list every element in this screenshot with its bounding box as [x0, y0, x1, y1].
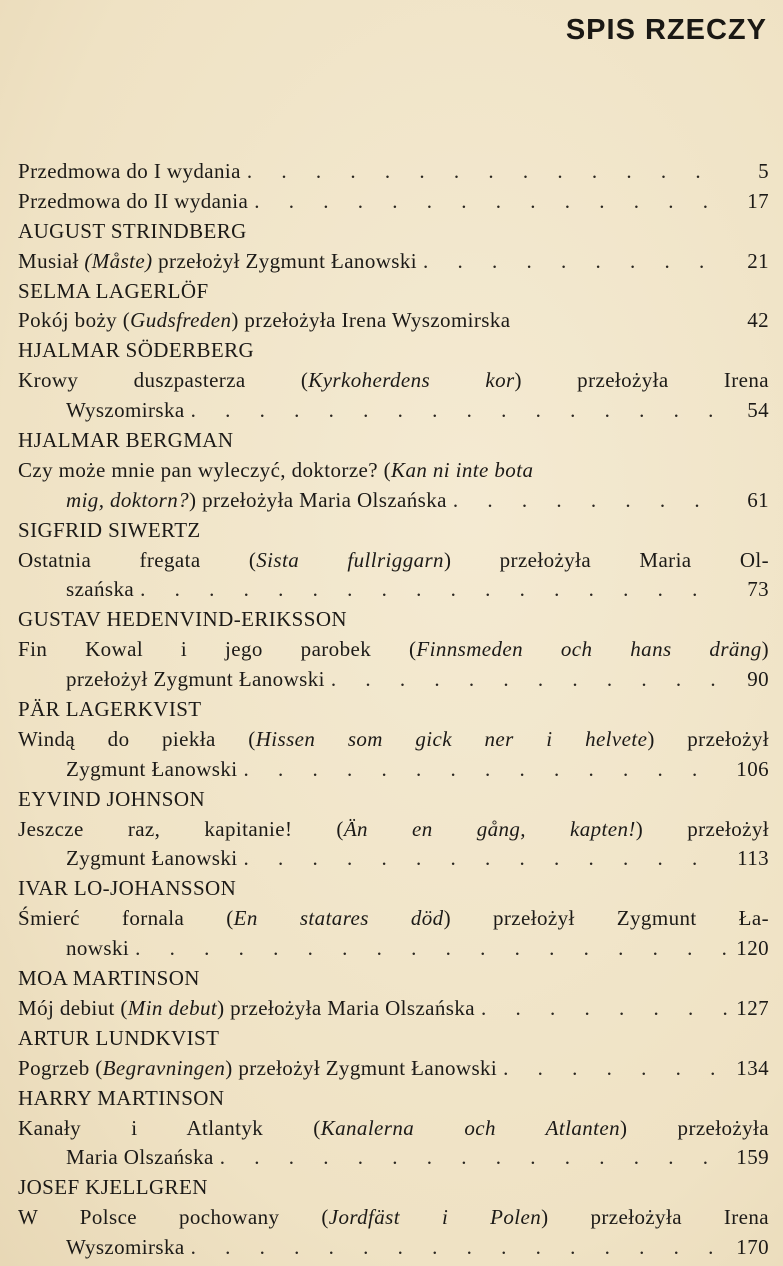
translator: ) przełożyła Irena Wyszomirska [231, 308, 511, 333]
leader-dots [447, 486, 727, 516]
page-number: 127 [736, 995, 769, 1020]
entry-title: Krowy duszpasterza ( [18, 368, 309, 393]
author-heading: SELMA LAGERLÖF [18, 278, 209, 303]
leader-dots [129, 934, 727, 964]
author-heading: HARRY MARTINSON [18, 1085, 225, 1110]
paren: ) [761, 637, 769, 662]
entry-title: Musiał [18, 248, 85, 273]
author-heading: HJALMAR SÖDERBERG [18, 338, 255, 363]
page-number: 17 [747, 188, 769, 213]
author-heading: PÄR LAGERKVIST [18, 697, 202, 722]
toc-entry-line-2 [18, 1233, 769, 1263]
toc-entry-line-1 [18, 546, 769, 576]
leader-dots [497, 1054, 727, 1084]
toc-entry-line-2 [18, 1143, 769, 1173]
page-number: 54 [747, 398, 769, 423]
page-number: 42 [747, 308, 769, 333]
page-number: 61 [747, 487, 769, 512]
translator-name: Maria Olszańska [66, 1145, 214, 1170]
author-heading: JOSEF KJELLGREN [18, 1175, 208, 1200]
leader-dots [185, 396, 727, 426]
toc-entry-line-1 [18, 1114, 769, 1144]
original-title: Gudsfreden [130, 308, 232, 333]
author-heading: GUSTAV HEDENVIND-ERIKSSON [18, 607, 347, 632]
translator: ) przełożyła Maria Olszańska [189, 487, 447, 512]
toc-entry-line-1 [18, 904, 769, 934]
page-number: 106 [736, 756, 769, 781]
translator: ) przełożył [647, 726, 769, 751]
toc-entry [18, 247, 769, 277]
original-title: Kyrkoherdens kor [308, 368, 515, 393]
toc-entry-line-1 [18, 815, 769, 845]
page-number: 134 [736, 1055, 769, 1080]
page-number: 113 [737, 846, 769, 871]
original-title: En statares död [233, 906, 444, 931]
translator: przełożył Zygmunt Łanowski [66, 667, 325, 692]
author-heading: MOA MARTINSON [18, 966, 200, 991]
entry-title: Pokój boży ( [18, 308, 131, 333]
page-number: 159 [736, 1145, 769, 1170]
original-title: mig, doktorn? [66, 487, 190, 512]
toc-entry [18, 994, 769, 1024]
toc-entry-line-2 [18, 665, 769, 695]
leader-dots [248, 187, 727, 217]
entry-title: Jeszcze raz, kapitanie! ( [18, 816, 344, 841]
translator: ) przełożyła Maria Olszańska [217, 995, 475, 1020]
toc-entry-line-2 [18, 396, 769, 426]
toc-entry-line-2 [18, 755, 769, 785]
author-heading: SIGFRID SIWERTZ [18, 517, 201, 542]
translator-name: Zygmunt Łanowski [66, 756, 238, 781]
entry-title: Czy może mnie pan wyleczyć, doktorze? ( [18, 457, 392, 482]
translator: ) przełożyła Irena [541, 1205, 769, 1230]
leader-dots [237, 844, 727, 874]
author-heading: IVAR LO-JOHANSSON [18, 876, 237, 901]
page-number: 170 [736, 1235, 769, 1260]
toc-entry [18, 1054, 769, 1084]
entry-title: Pogrzeb ( [18, 1055, 103, 1080]
leader-dots [475, 994, 727, 1024]
original-title: Kan ni inte bota [391, 457, 534, 482]
toc-entry-text: Przedmowa do I wydania [18, 159, 241, 183]
page-number: 120 [736, 936, 769, 961]
entry-title: Windą do piekła ( [18, 726, 256, 751]
toc-entry-line-1 [18, 725, 769, 755]
leader-dots [185, 1233, 727, 1263]
translator-name: Zygmunt Łanowski [66, 846, 238, 871]
toc-entry-line-2 [18, 934, 769, 964]
leader-dots [325, 665, 727, 695]
original-title: (Måste) [84, 248, 153, 273]
entry-title: W Polsce pochowany ( [18, 1205, 329, 1230]
original-title: Jordfäst i Polen [328, 1205, 542, 1230]
toc-entry-preface-2 [18, 187, 769, 217]
toc-entry-line-2 [18, 486, 769, 516]
toc-entry-line-2 [18, 844, 769, 874]
original-title: Hissen som gick ner i helvete [255, 726, 648, 751]
original-title: Än en gång, kapten! [343, 816, 636, 841]
translator: ) przełożył Zygmunt Łanowski [225, 1055, 498, 1080]
entry-title: Mój debiut ( [18, 995, 128, 1020]
leader-dots [237, 755, 727, 785]
entry-title: Fin Kowal i jego parobek ( [18, 637, 417, 662]
original-title: Finnsmeden och hans dräng [416, 637, 762, 662]
translator-name: Wyszomirska [66, 1235, 185, 1260]
leader-dots [134, 575, 727, 605]
entry-title: Śmierć fornala ( [18, 906, 234, 931]
page-number: 90 [747, 667, 769, 692]
leader-dots [241, 157, 727, 187]
author-heading: HJALMAR BERGMAN [18, 428, 234, 453]
toc-entry-line-1 [18, 456, 769, 486]
leader-dots [214, 1143, 727, 1173]
entry-title: Kanały i Atlantyk ( [18, 1115, 321, 1140]
original-title: Min debut [127, 995, 218, 1020]
translator-name: szańska [66, 577, 135, 602]
translator: przełożył Zygmunt Łanowski [152, 248, 417, 273]
author-heading: ARTUR LUNDKVIST [18, 1025, 220, 1050]
translator: ) przełożył Zygmunt Ła- [443, 906, 769, 931]
entry-title: Ostatnia fregata ( [18, 547, 257, 572]
toc-entry [18, 306, 769, 336]
original-title: Kanalerna och Atlanten [320, 1115, 620, 1140]
author-heading: AUGUST STRINDBERG [18, 218, 247, 243]
page-number: 5 [758, 159, 769, 183]
toc-entry-line-2 [18, 575, 769, 605]
translator-name: nowski [66, 936, 130, 961]
translator: ) przełożył [635, 816, 769, 841]
original-title: Begravningen [102, 1055, 226, 1080]
leader-dots [417, 247, 727, 277]
page-title: SPIS RZECZY [565, 14, 767, 46]
translator: ) przełożyła Maria Ol- [443, 547, 769, 572]
original-title: Sista fullriggarn [256, 547, 444, 572]
translator: ) przełożyła Irena [514, 368, 769, 393]
page-number: 21 [747, 248, 769, 273]
table-of-contents [18, 157, 769, 1263]
translator-name: Wyszomirska [66, 398, 185, 423]
toc-entry-line-1 [18, 366, 769, 396]
toc-entry-line-1 [18, 635, 769, 665]
toc-entry-text: Przedmowa do II wydania [18, 188, 249, 213]
author-heading: EYVIND JOHNSON [18, 786, 206, 811]
toc-entry-preface-1 [18, 157, 769, 187]
toc-entry-line-1 [18, 1203, 769, 1233]
page-number: 73 [747, 577, 769, 602]
translator: ) przełożyła [619, 1115, 769, 1140]
